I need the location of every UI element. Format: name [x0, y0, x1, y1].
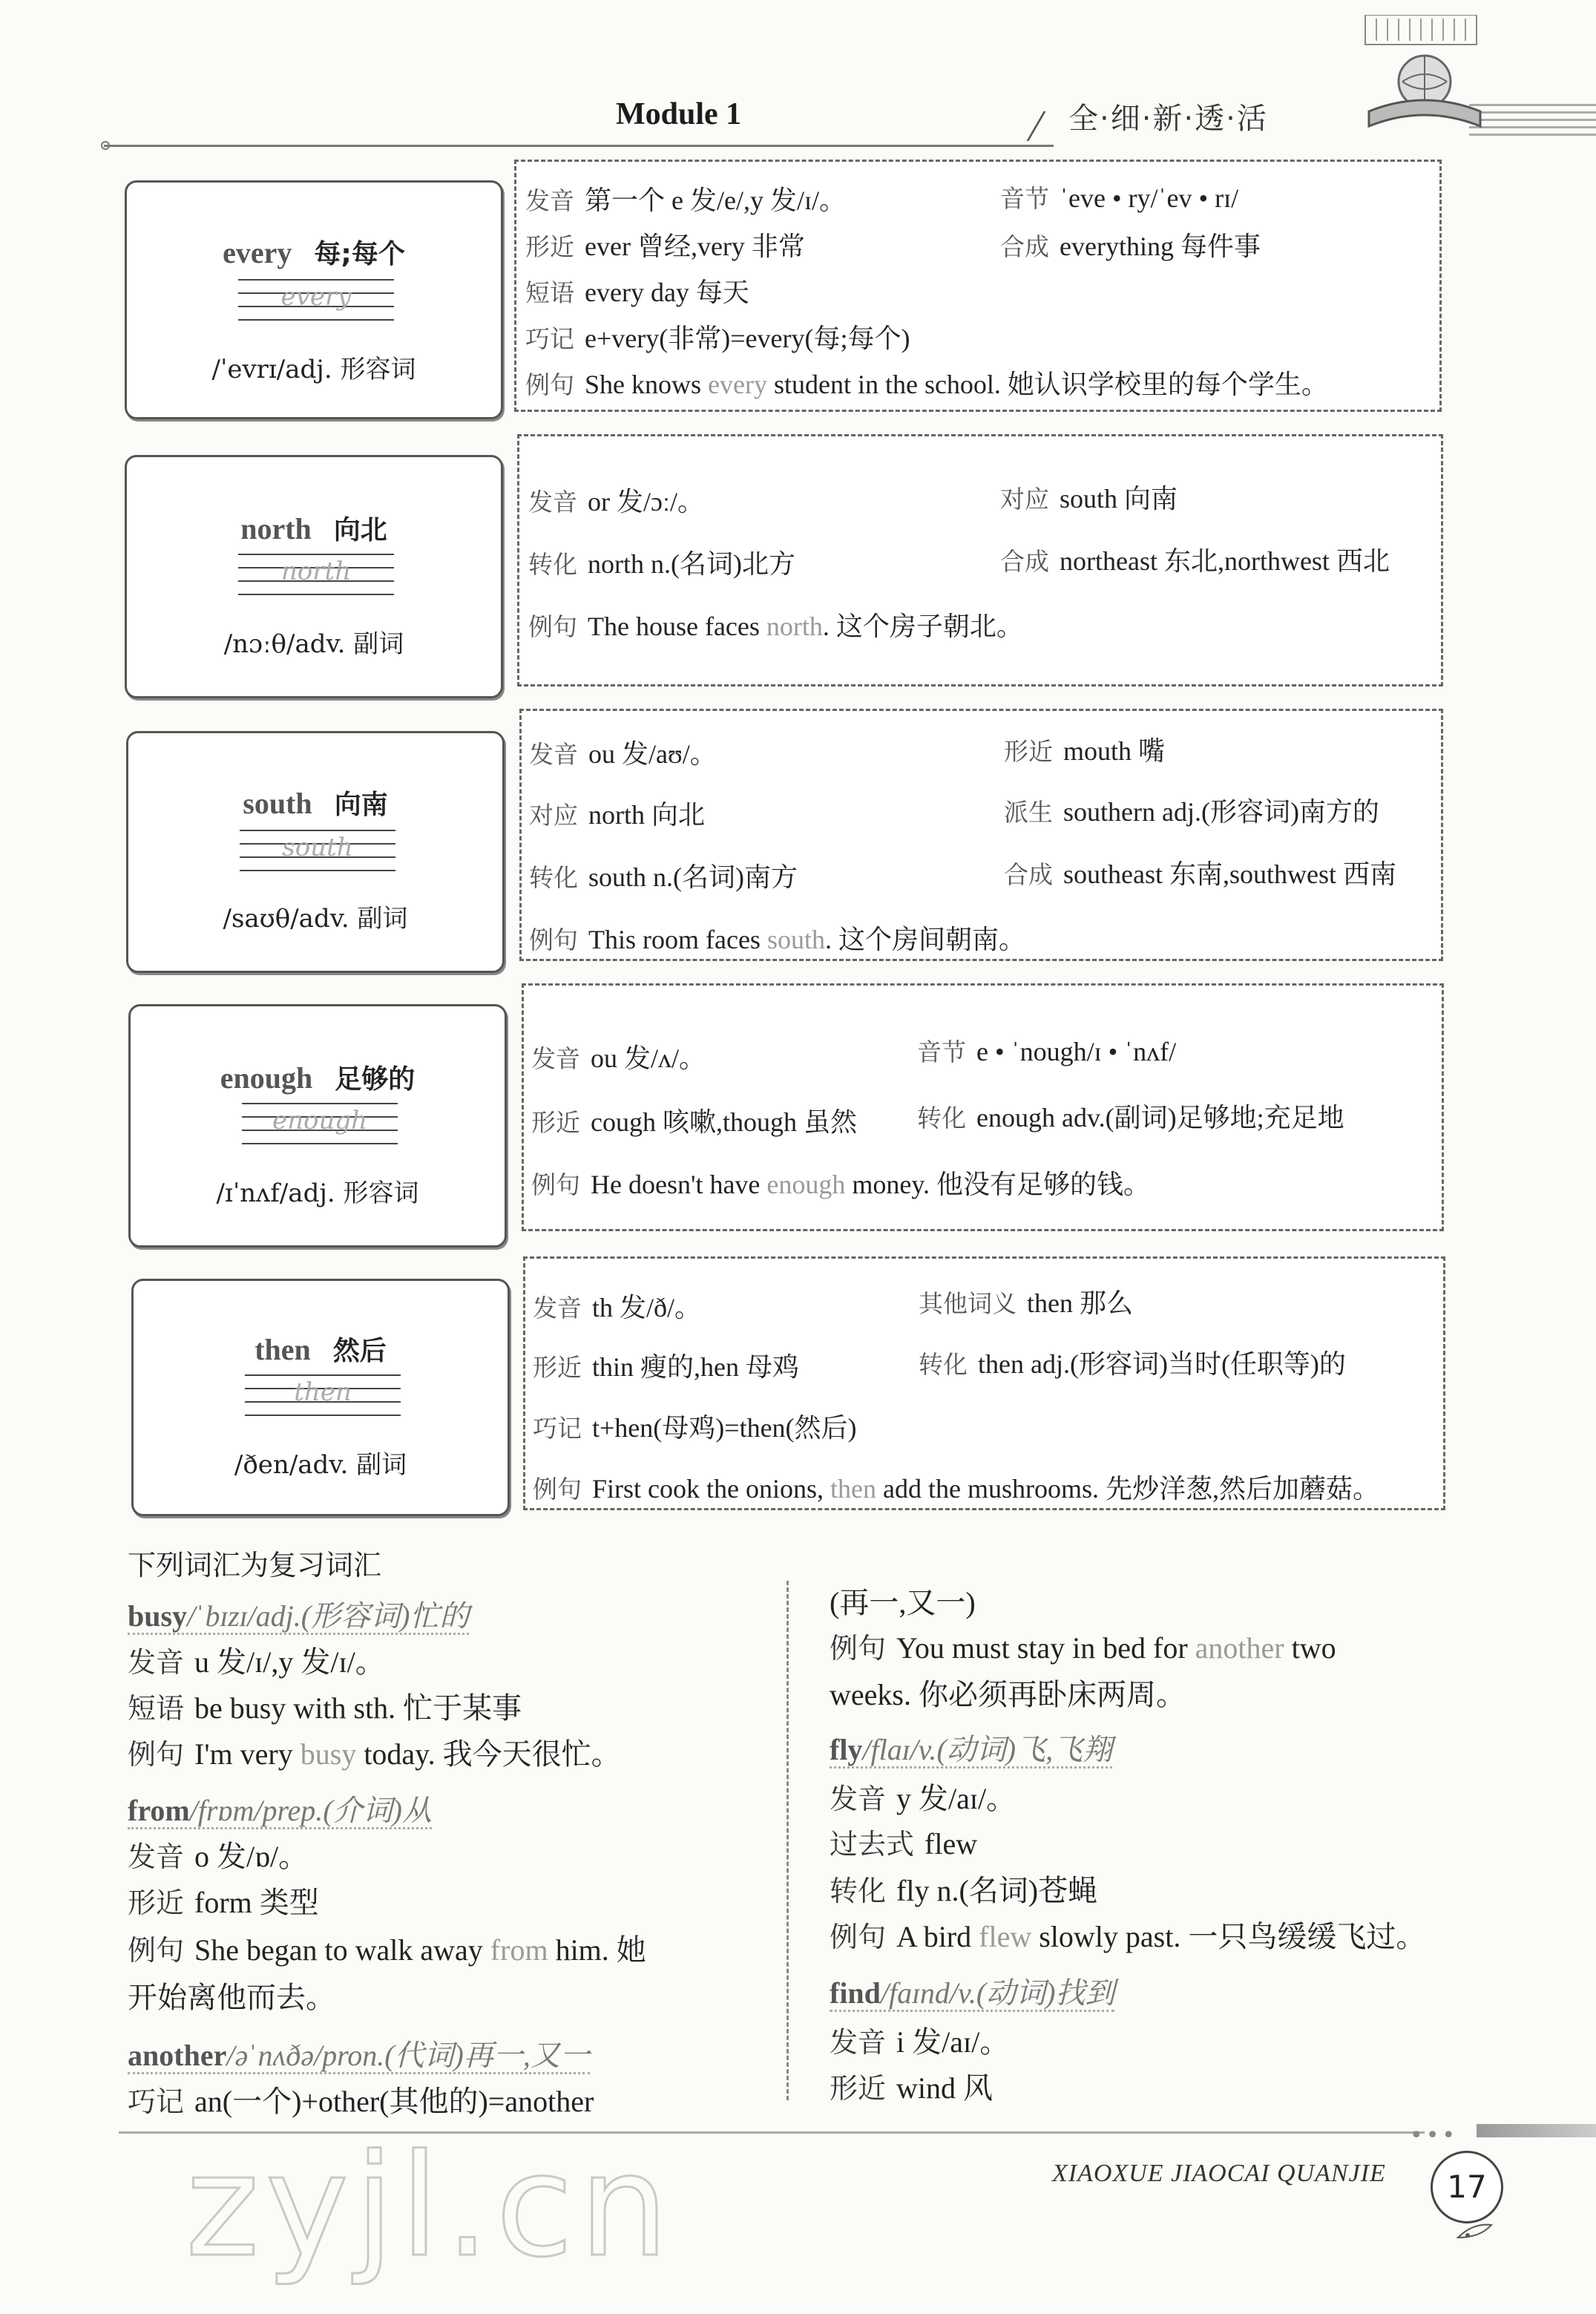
info-row: 转化 then adj.(形容词)当时(任职等)的: [919, 1349, 1346, 1379]
leaf-icon: [1454, 2219, 1499, 2241]
example-sentence: 例句 First cook the onions, then add the mushrooms. 先炒洋葱,然后加蘑菇。: [533, 1474, 1379, 1504]
info-box-north: [517, 434, 1443, 686]
example-sentence: 例句 The house faces north. 这个房子朝北。: [528, 612, 1023, 641]
card-phonetic: /nɔːθ/adv. 副词: [223, 629, 404, 659]
handwriting-sample: enough: [272, 1106, 368, 1135]
info-row: 形近 mouth 嘴: [1004, 736, 1166, 766]
word-card-north: [125, 455, 503, 698]
review-line: 转化 fly n.(名词)苍蝇: [830, 1874, 1098, 1907]
review-example: 例句 She began to walk away from him. 她: [128, 1933, 646, 1967]
info-row: 其他词义 then 那么: [919, 1288, 1133, 1318]
word-card-every: [125, 180, 503, 419]
handwriting-sample: every: [280, 282, 352, 312]
review-line: 形近 form 类型: [128, 1886, 319, 1919]
info-row: 合成 southeast 东南,southwest 西南: [1004, 859, 1396, 889]
footer-bar-decoration: [1477, 2124, 1596, 2137]
review-line: 发音 i 发/aɪ/。: [830, 2025, 1010, 2059]
info-row: 巧记 t+hen(母鸡)=then(然后): [533, 1413, 857, 1443]
card-phonetic: /ˈevrɪ/adj. 形容词: [211, 355, 416, 384]
review-headword-busy: busy/ˈbɪzɪ/adj.(形容词)忙的: [128, 1593, 469, 1635]
info-row: 对应 south 向南: [1000, 484, 1178, 514]
page-number: 17: [1431, 2151, 1503, 2223]
review-headword-find: find/faɪnd/v.(动词)找到: [830, 1970, 1114, 2012]
info-row: 发音 ou 发/aʊ/。: [529, 739, 717, 769]
example-sentence: 例句 She knows every student in the school. 她认识学校里的每个学生。: [525, 370, 1328, 399]
card-headword: every 每;每个: [223, 236, 405, 269]
review-headword-from: from/frɒm/prep.(介词)从: [128, 1787, 432, 1829]
review-headword-fly: fly/flaɪ/v.(动词)飞,飞翔: [830, 1726, 1112, 1769]
handwriting-sample: south: [282, 833, 353, 862]
review-plain: 开始离他而去。: [128, 1981, 335, 2014]
info-row: 对应 north 向北: [529, 800, 705, 830]
info-row: 合成 northeast 东北,northwest 西北: [1000, 546, 1390, 576]
example-sentence: 例句 He doesn't have enough money. 他没有足够的钱。: [531, 1170, 1151, 1199]
review-line: 发音 y 发/aɪ/。: [830, 1782, 1017, 1815]
card-phonetic: /saʊθ/adv. 副词: [223, 904, 408, 934]
info-row: 巧记 e+very(非常)=every(每;每个): [525, 324, 910, 353]
info-row: 短语 every day 每天: [525, 278, 749, 307]
info-row: 派生 southern adj.(形容词)南方的: [1004, 797, 1379, 827]
review-example: 例句 You must stay in bed for another two: [830, 1631, 1336, 1665]
footer-dots-decoration: •••: [1410, 2123, 1459, 2149]
review-line: 巧记 an(一个)+other(其他的)=another: [128, 2085, 594, 2118]
header-slogan: 全·细·新·透·活: [1068, 102, 1268, 136]
info-box-every: [514, 160, 1442, 412]
info-row: 转化 enough adv.(副词)足够地;充足地: [917, 1103, 1344, 1133]
footer-rule: [119, 2131, 1425, 2134]
review-plain: weeks. 你必须再卧床两周。: [830, 1678, 1186, 1711]
review-line: 短语 be busy with sth. 忙于某事: [128, 1691, 522, 1725]
word-card-enough: [128, 1004, 507, 1248]
info-box-enough: [522, 983, 1444, 1231]
card-phonetic: /ɪˈnʌf/adj. 形容词: [216, 1179, 419, 1208]
card-headword: then 然后: [254, 1333, 387, 1366]
handwriting-sample: then: [294, 1377, 352, 1407]
review-section-title: 下列词汇为复习词汇: [128, 1549, 382, 1582]
header-slash-decoration: [1026, 111, 1073, 141]
info-row: 形近 cough 咳嗽,though 虽然: [531, 1107, 857, 1137]
header-rule: [104, 145, 1054, 147]
review-line: 发音 o 发/ɒ/。: [128, 1840, 309, 1873]
watermark: zyjl.cn: [185, 2124, 675, 2288]
review-headword-another: another/əˈnʌðə/pron.(代词)再一,又一: [128, 2032, 590, 2074]
info-row: 形近 thin 瘦的,hen 母鸡: [533, 1352, 799, 1382]
card-headword: enough 足够的: [220, 1061, 416, 1095]
review-line: 发音 u 发/ɪ/,y 发/ɪ/。: [128, 1645, 385, 1679]
info-row: 转化 north n.(名词)北方: [528, 549, 795, 579]
review-plain: (再一,又一): [830, 1586, 976, 1619]
info-row: 发音 第一个 e 发/e/,y 发/ɪ/。: [525, 186, 846, 215]
info-box-south: [519, 709, 1443, 961]
review-example: 例句 I'm very busy today. 我今天很忙。: [128, 1737, 621, 1771]
card-headword: north 向北: [240, 512, 387, 545]
review-line: 过去式 flew: [830, 1827, 978, 1861]
review-example: 例句 A bird flew slowly past. 一只鸟缓缓飞过。: [830, 1920, 1426, 1953]
info-row: 转化 south n.(名词)南方: [529, 862, 798, 892]
column-separator: [786, 1581, 789, 2100]
footer-series-title: XIAOXUE JIAOCAI QUANJIE: [1052, 2160, 1386, 2187]
info-row: 发音 ou 发/ʌ/。: [531, 1043, 706, 1073]
card-headword: south 向南: [243, 787, 388, 820]
info-row: 音节 ˈeve • ry/ˈev • rɪ/: [1000, 183, 1239, 213]
book-globe-logo-icon: [1358, 15, 1491, 145]
card-phonetic: /ðen/adv. 副词: [234, 1450, 407, 1480]
review-line: 形近 wind 风: [830, 2071, 994, 2105]
module-title: Module 1: [616, 97, 742, 131]
handwriting-sample: north: [280, 557, 352, 586]
example-sentence: 例句 This room faces south. 这个房间朝南。: [529, 925, 1025, 954]
info-row: 音节 e • ˈnough/ɪ • ˈnʌf/: [917, 1037, 1177, 1066]
info-row: 发音 th 发/ð/。: [533, 1293, 702, 1322]
word-card-then: [131, 1279, 510, 1516]
info-row: 合成 everything 每件事: [1000, 232, 1261, 261]
info-box-then: [523, 1256, 1445, 1510]
word-card-south: [126, 731, 505, 973]
info-row: 形近 ever 曾经,very 非常: [525, 232, 805, 261]
info-row: 发音 or 发/ɔː/。: [528, 487, 704, 517]
